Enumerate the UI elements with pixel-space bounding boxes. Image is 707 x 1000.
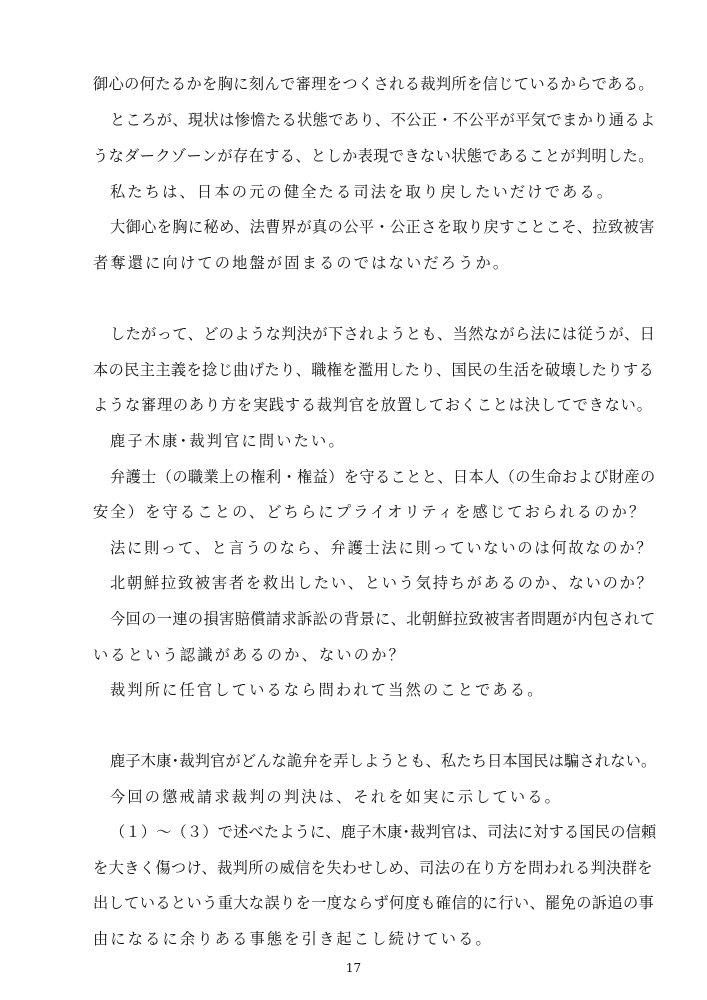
page-number: 17 (345, 961, 362, 975)
text-line: 今回の一連の損害賠償請求訴訟の背景に、北朝鮮拉致被害者問題が内包されて (110, 610, 656, 628)
text-line: 鹿子木康･裁判官がどんな詭弁を弄しようとも、私たち日本国民は騙されない。 (110, 752, 657, 770)
text-line: ような審理のあり方を実践する裁判官を放置しておくことは決してできない。 (93, 396, 653, 414)
text-line: 裁判所に任官しているなら問われて当然のことである。 (110, 681, 545, 699)
text-line: 御心の何たるかを胸に刻んで審理をつくされる裁判所を信じているからである。 (93, 75, 654, 93)
text-line: 大御心を胸に秘め、法曹界が真の公平・公正さを取り戻すことこそ、拉致被害 (110, 218, 655, 236)
text-line: 出しているという重大な誤りを一度ならず何度も確信的に行い、罷免の訴追の事 (93, 894, 655, 912)
text-line: 本の民主主義を捻じ曲げたり、職権を濫用したり、国民の生活を破壊したりする (93, 361, 655, 379)
text-line: 鹿子木康･裁判官に問いたい。 (110, 432, 346, 450)
text-line: を大きく傷つけ、裁判所の威信を失わせしめ、司法の在り方を問われる判決群を (93, 859, 653, 877)
text-line: （１）～（３）で述べたように、鹿子木康･裁判官は、司法に対する国民の信頼 (110, 823, 657, 841)
text-line: ところが、現状は惨憺たる状態であり、不公正・不公平が平気でまかり通るよ (110, 111, 656, 129)
text-line: 安全）を守ることの、どちらにプライオリティを感じておられるのか？ (93, 503, 647, 521)
text-line: 法に則って、と言うのなら、弁護士法に則っていないのは何故なのか？ (110, 539, 654, 557)
text-line: 弁護士（の職業上の権利・権益）を守ることと、日本人（の生命および財産の (110, 468, 656, 486)
text-line: うなダークゾーンが存在する、としか表現できない状態であることが判明した。 (93, 147, 654, 165)
text-line: 今回の懲戒請求裁判の判決は、それを如実に示している。 (110, 788, 563, 806)
text-line: いるという認識があるのか、ないのか？ (93, 646, 406, 664)
text-line: 由になるに余りある事態を引き起こし続けている。 (93, 930, 493, 948)
text-line: 者奪還に向けての地盤が固まるのではないだろうか。 (93, 254, 511, 272)
text-line: 北朝鮮拉致被害者を救出したい、という気持ちがあるのか、ないのか？ (110, 574, 654, 592)
text-line: したがって、どのような判決が下されようとも、当然ながら法には従うが、日 (110, 325, 656, 343)
text-line: 私たちは、日本の元の健全たる司法を取り戻したいだけである。 (110, 183, 615, 201)
